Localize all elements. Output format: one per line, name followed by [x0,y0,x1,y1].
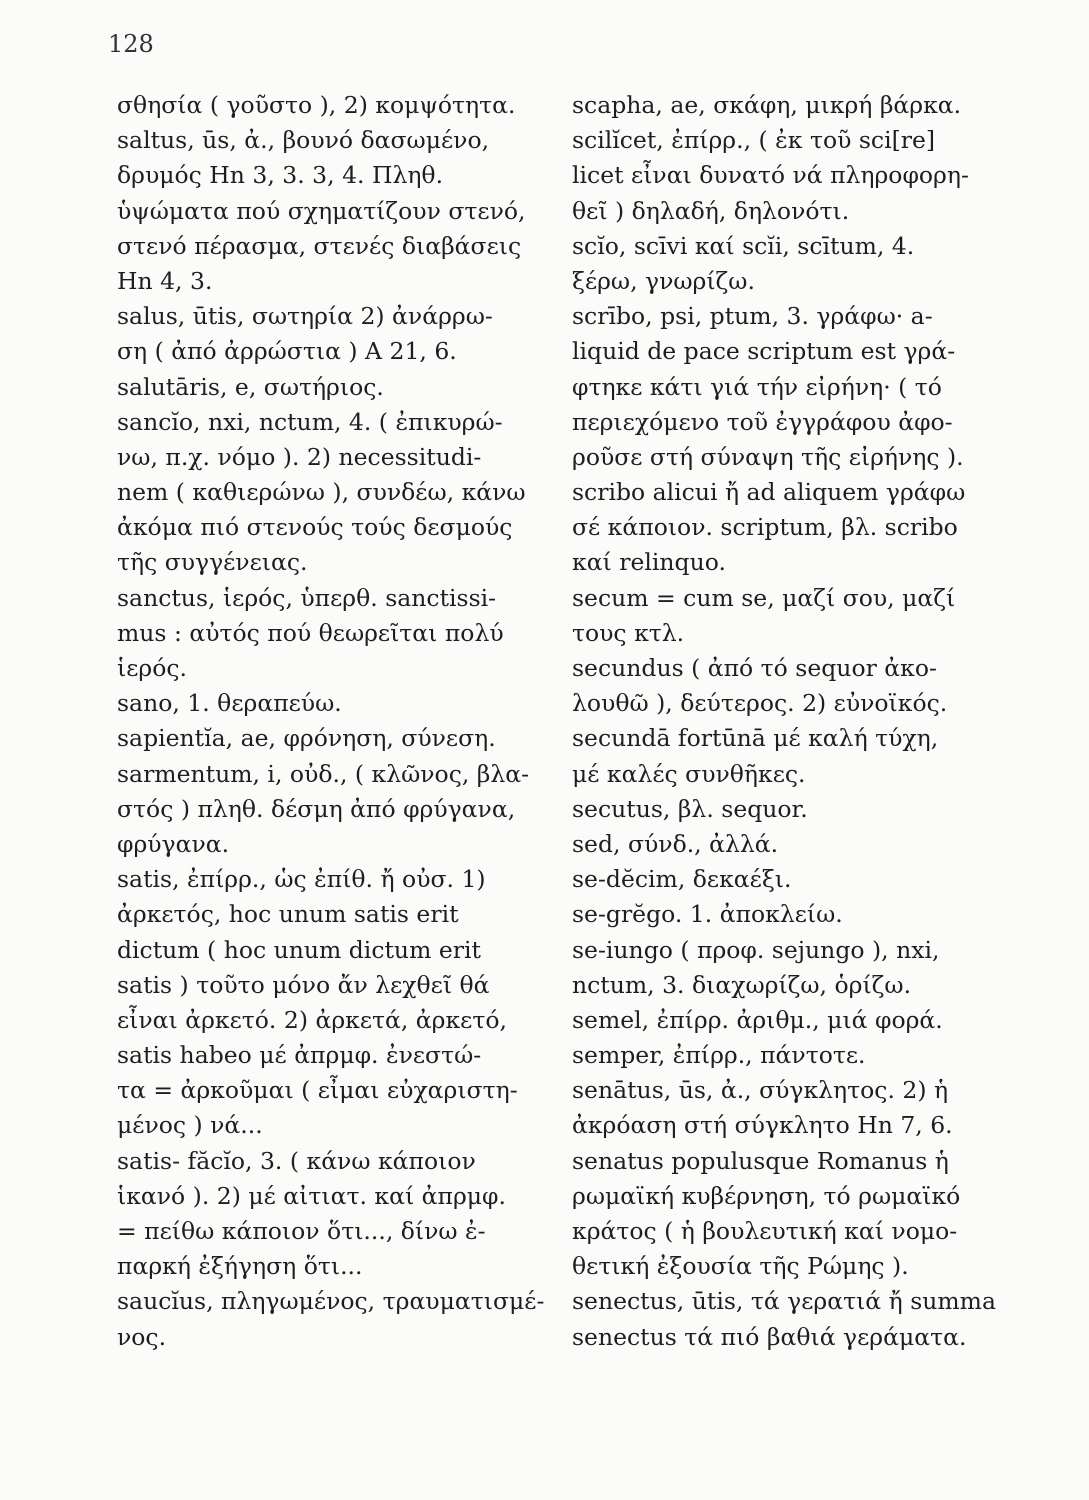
entry-line: στός ) πληθ. δέσμη ἀπό φρύγανα, [117,794,516,823]
page-number: 128 [108,30,154,58]
entry-line: τους κτλ. [572,618,685,647]
entry-line: scrībo, psi, ptum, 3. γράφω· a- [572,302,933,331]
entry-line: senātus, ūs, ἀ., σύγκλητος. 2) ἡ [572,1076,949,1105]
entry-line: ροῦσε στή σύναψη τῆς εἰρήνης ). [572,442,964,471]
entry-line: θεῖ ) δηλαδή, δηλονότι. [572,196,850,225]
entry-line: scribo alicui ἤ ad aliquem γράφω [572,478,966,507]
entry-line: licet εἶναι δυνατό νά πληροφορη- [572,161,969,190]
entry-line: ἀκόμα πιό στενούς τούς δεσμούς [117,513,513,542]
entry-line: μένος ) νά... [117,1111,263,1140]
entry-line: saucĭus, πληγωμένος, τραυματισμέ- [117,1287,545,1316]
entry-line: secundus ( ἀπό τό sequor ἀκο- [572,654,937,682]
entry-line: senectus, ūtis, τά γερατιά ἤ summa [572,1287,996,1316]
entry-line: μέ καλές συνθῆκες. [572,759,806,788]
entry-line: τῆς συγγένειας. [117,548,308,577]
entry-line: salutāris, e, σωτήριος. [117,372,384,401]
entry-line: ἱερός. [117,654,187,682]
entry-line: nctum, 3. διαχωρίζω, ὁρίζω. [572,970,912,999]
right-column [572,88,1012,1355]
entry-line: secum = cum se, μαζί σου, μαζί [572,583,956,612]
entry-line: σέ κάποιον. scriptum, βλ. scribo [572,513,958,542]
entry-line: satis- făcĭo, 3. ( κάνω κάποιον [117,1146,476,1175]
entry-line: = πείθω κάποιον ὅτι..., δίνω ἐ- [117,1217,486,1245]
entry-line: ση ( ἀπό ἀρρώστια ) A 21, 6. [117,337,457,366]
entry-line: satis habeo μέ ἀπρμφ. ἐνεστώ- [117,1041,482,1070]
entry-line: scilĭcet, ἐπίρρ., ( ἐκ τοῦ sci[re] [572,126,936,155]
entry-line: στενό πέρασμα, στενές διαβάσεις [117,231,522,260]
entry-line: semper, ἐπίρρ., πάντοτε. [572,1041,866,1070]
entry-line: ἀκρόαση στή σύγκλητο Hn 7, 6. [572,1111,953,1140]
entry-line: ἀρκετός, hoc unum satis erit [117,900,459,929]
entry-line: se-dĕcim, δεκαέξι. [572,865,792,894]
left-column [117,88,547,1355]
entry-line: senatus populusque Romanus ἡ [572,1146,949,1175]
entry-line: mus : αὐτός πού θεωρεῖται πολύ [117,618,504,647]
entry-line: liquid de pace scriptum est γρά- [572,337,956,366]
entry-line: sano, 1. θεραπεύω. [117,689,342,718]
entry-line: σθησία ( γοῦστο ), 2) κομψότητα. [117,91,516,119]
entry-line: φρύγανα. [117,829,230,858]
entry-line: senectus τά πιό βαθιά γεράματα. [572,1322,967,1351]
entry-line: δρυμός Hn 3, 3. 3, 4. Πληθ. [117,161,444,190]
entry-line: scapha, ae, σκάφη, μικρή βάρκα. [572,91,962,119]
entry-line: saltus, ūs, ἀ., βουνό δασωμένο, [117,126,490,155]
entry-line: salus, ūtis, σωτηρία 2) ἀνάρρω- [117,302,493,331]
entry-line: εἶναι ἀρκετό. 2) ἀρκετά, ἀρκετό, [117,1005,507,1034]
entry-line: satis, ἐπίρρ., ὡς ἐπίθ. ἤ οὐσ. 1) [117,865,486,894]
entry-line: scĭo, scīvi καί scĭi, scītum, 4. [572,231,915,260]
entry-line: ρωμαϊκή κυβέρνηση, τό ρωμαϊκό [572,1181,961,1210]
entry-line: λουθῶ ), δεύτερος. 2) εὐνοϊκός. [572,689,948,718]
entry-line: καί relinquo. [572,548,726,577]
entry-line: secutus, βλ. sequor. [572,794,808,823]
entry-line: satis ) τοῦτο μόνο ἄν λεχθεῖ θά [117,970,490,999]
entry-line: τα = ἀρκοῦμαι ( εἶμαι εὐχαριστη- [117,1076,518,1105]
entry-line: φτηκε κάτι γιά τήν εἰρήνη· ( τό [572,372,942,401]
entry-line: νος. [117,1322,167,1351]
entry-line: sanctus, ἱερός, ὑπερθ. sanctissi- [117,583,497,612]
entry-line: sapientĭa, ae, φρόνηση, σύνεση. [117,724,496,753]
entry-line: περιεχόμενο τοῦ ἐγγράφου ἀφο- [572,407,953,436]
entry-line: se-iungo ( προφ. sejungo ), nxi, [572,935,940,964]
entry-line: νω, π.χ. νόμο ). 2) necessitudi- [117,442,482,471]
entry-line: se-grĕgo. 1. ἀποκλείω. [572,900,843,929]
entry-line: παρκή ἐξήγηση ὅτι... [117,1252,363,1281]
entry-line: nem ( καθιερώνω ), συνδέω, κάνω [117,478,526,507]
entry-line: ξέρω, γνωρίζω. [572,266,755,295]
entry-line: θετική ἐξουσία τῆς Ρώμης ). [572,1252,909,1281]
entry-line: ὑψώματα πού σχηματίζουν στενό, [117,196,526,225]
entry-line: sarmentum, i, οὐδ., ( κλῶνος, βλα- [117,759,530,788]
entry-line: semel, ἐπίρρ. ἀριθμ., μιά φορά. [572,1005,943,1034]
entry-line: dictum ( hoc unum dictum erit [117,935,481,964]
entry-line: κράτος ( ἡ βουλευτική καί νομο- [572,1217,958,1245]
entry-line: sed, σύνδ., ἀλλά. [572,829,779,858]
entry-line: secundā fortūnā μέ καλή τύχη, [572,724,939,753]
entry-line: Hn 4, 3. [117,266,213,295]
entry-line: sancĭo, nxi, nctum, 4. ( ἐπικυρώ- [117,407,503,436]
entry-line: ἱκανό ). 2) μέ αἰτιατ. καί ἀπρμφ. [117,1181,506,1210]
